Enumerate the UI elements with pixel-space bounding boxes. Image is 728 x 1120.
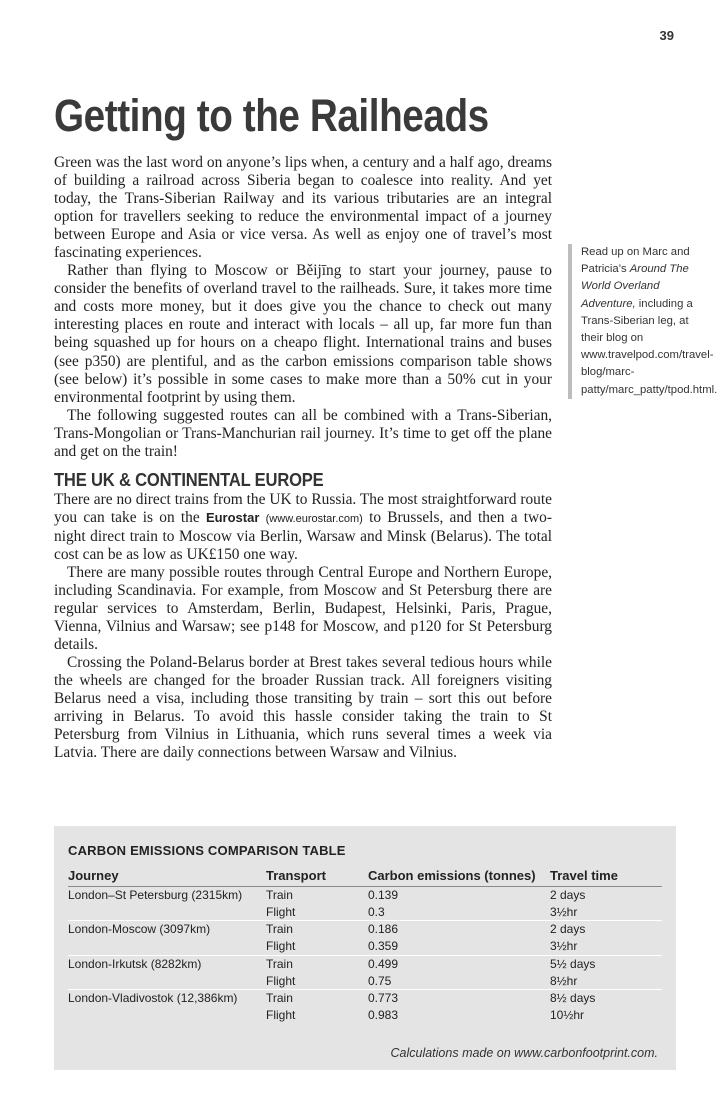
cell-journey [68, 973, 266, 990]
table-footnote: Calculations made on www.carbonfootprint.com. [390, 1046, 658, 1060]
uk-paragraph-2: There are many possible routes through Central Europe and Northern Europe, including Scandinavia. For example, from Moscow and St Petersburg there are regular services to Amsterdam, Berlin, Budapest, Helsinki, Paris, Prague, Vienna, Vilnius and Warsaw; see p148 for Moscow, and p120 for St Petersburg details. [54, 563, 552, 654]
main-column [54, 154, 552, 763]
cell-transport: Flight [266, 904, 296, 919]
intro-paragraph-2: Rather than flying to Moscow or Běijīng to start your journey, pause to consider the benefits of overland travel to the railheads. Sure, it takes more time and costs more money, but it does give you the chance to check out many interesting places en route and interact with locals – all up, far more fun than being squashed up for hours on a cheapo flight. International trains and buses (see p350) are plentiful, and as the carbon emissions comparison table shows (see below) it’s possible in some cases to make more than a 50% cut in your environmental footprint by using them. [54, 262, 552, 406]
section-heading-uk-europe: THE UK & CONTINENTAL EUROPE [54, 469, 324, 490]
cell-travel-time: 3½hr [550, 904, 578, 919]
cell-carbon: 0.983 [368, 1007, 399, 1022]
intro-paragraph-1: Green was the last word on anyone’s lips when, a century and a half ago, dreams of building a railroad across Siberia began to coalesce into reality. And yet today, the Trans-Siberian Railway and its various tributaries are an integral option for travellers seeking to reduce the environmental impact of a journey between Europe and Asia or vice versa. As well as enjoy one of travel’s most fascinating experiences. [54, 154, 552, 262]
cell-carbon: 0.75 [368, 973, 392, 988]
carbon-table-heading: CARBON EMISSIONS COMPARISON TABLE [68, 843, 346, 858]
cell-journey: London-Moscow (3097km) [68, 921, 266, 938]
cell-travel-time: 2 days [550, 921, 662, 938]
cell-transport: Flight [266, 1007, 296, 1022]
eurostar-url: (www.eurostar.com) [265, 512, 363, 525]
page-title: Getting to the Railheads [54, 90, 489, 141]
cell-transport: Train [266, 887, 368, 904]
cell-carbon: 0.773 [368, 990, 550, 1007]
cell-transport: Flight [266, 973, 296, 988]
table-row [68, 938, 662, 955]
sidebar-note [568, 244, 718, 399]
sidebar-blog-title: Around The World Overland Adventure, [581, 263, 689, 310]
cell-transport: Train [266, 990, 368, 1007]
column-header-transport: Transport [266, 864, 368, 887]
table-row [68, 955, 662, 972]
cell-carbon: 0.3 [368, 904, 385, 919]
cell-carbon: 0.139 [368, 887, 550, 904]
table-row [68, 1007, 662, 1024]
uk-paragraph-1 [54, 491, 552, 564]
cell-journey: London-Irkutsk (8282km) [68, 955, 266, 972]
uk-paragraph-3: Crossing the Poland-Belarus border at Brest takes several tedious hours while the wheels are changed for the broader Russian track. All foreigners visiting Belarus need a visa, including those transiting by train – sort this out before arriving in Belarus. To avoid this hassle consider taking the train to St Petersburg from Vilnius in Lithuania, which runs several times a week via Latvia. There are daily connections between Warsaw and Vilnius. [54, 654, 552, 762]
cell-transport: Train [266, 955, 368, 972]
cell-carbon: 0.499 [368, 955, 550, 972]
cell-travel-time: 8½ days [550, 990, 662, 1007]
column-header-carbon: Carbon emissions (tonnes) [368, 864, 550, 887]
column-header-travel-time: Travel time [550, 864, 662, 887]
table-row [68, 921, 662, 938]
cell-transport: Train [266, 921, 368, 938]
cell-travel-time: 3½hr [550, 939, 578, 954]
table-row [68, 973, 662, 990]
table-row [68, 990, 662, 1007]
uk-p1-text-after: to Brussels, and then a two-night direct train to Moscow via Berlin, Warsaw and Minsk (Belarus). The total cost can be as low as UK£150 one way. [54, 508, 552, 563]
cell-carbon: 0.186 [368, 921, 550, 938]
uk-p1-text-before: There are no direct trains from the UK to Russia. The most straightforward route you can take is on the [54, 490, 552, 526]
table-row [68, 887, 662, 904]
cell-journey: London-Vladivostok (12,386km) [68, 990, 266, 1007]
cell-transport: Flight [266, 939, 296, 954]
column-header-journey: Journey [68, 864, 266, 887]
carbon-emissions-box [54, 826, 676, 1070]
cell-travel-time: 8½hr [550, 973, 578, 988]
cell-journey [68, 938, 266, 955]
table-header-row [68, 864, 662, 887]
table-row [68, 904, 662, 921]
sidebar-text-before: Read up on Marc and Patricia’s [581, 246, 690, 276]
cell-journey [68, 1007, 266, 1024]
sidebar-text-after: including a Trans-Siberian leg, at their blog on www.travelpod.com/travel-blog/marc-patty/marc_patty/tpod.html. [581, 297, 718, 396]
cell-travel-time: 10½hr [550, 1007, 585, 1022]
cell-carbon: 0.359 [368, 939, 399, 954]
intro-paragraph-3: The following suggested routes can all be combined with a Trans-Siberian, Trans-Mongolian or Trans-Manchurian rail journey. It’s time to get off the plane and get on the train! [54, 406, 552, 460]
cell-journey: London–St Petersburg (2315km) [68, 887, 266, 904]
cell-travel-time: 5½ days [550, 955, 662, 972]
page-number: 39 [659, 28, 674, 43]
cell-travel-time: 2 days [550, 887, 662, 904]
cell-journey [68, 904, 266, 921]
carbon-emissions-table [68, 864, 662, 1024]
eurostar-brand: Eurostar [205, 509, 260, 525]
